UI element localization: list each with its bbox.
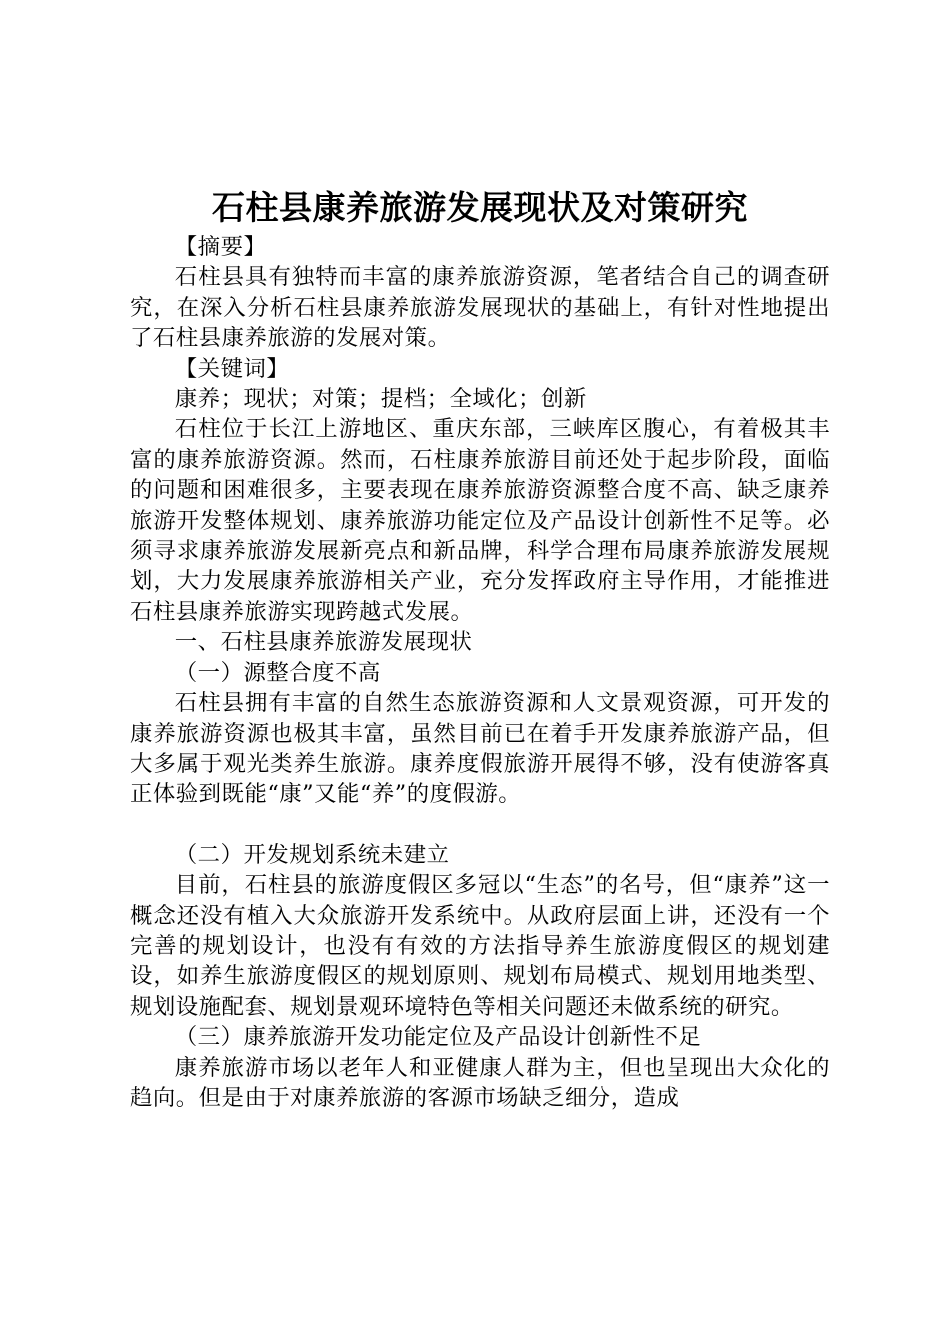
keywords-label: 【关键词】 [174, 355, 290, 382]
subsection-heading-2: （二）开发规划系统未建立 [174, 841, 450, 868]
subsection-paragraph-3: 康养旅游市场以老年人和亚健康人群为主，但也呈现出大众化的趋向。但是由于对康养旅游的客源市场缺乏细分，造成 [130, 1054, 830, 1111]
abstract-text: 石柱县具有独特而丰富的康养旅游资源，笔者结合自己的调查研究，在深入分析石柱县康养旅游发展现状的基础上，有针对性地提出了石柱县康养旅游的发展对策。 [130, 264, 830, 352]
subsection-heading-1: （一）源整合度不高 [174, 659, 381, 686]
keywords-text: 康养；现状；对策；提档；全域化；创新 [174, 386, 587, 413]
abstract-label: 【摘要】 [174, 234, 267, 260]
document-page [130, 186, 830, 1113]
subsection-heading-3: （三）康养旅游开发功能定位及产品设计创新性不足 [174, 1024, 702, 1051]
section-heading-1: 一、石柱县康养旅游发展现状 [174, 629, 473, 656]
intro-paragraph: 石柱位于长江上游地区、重庆东部，三峡库区腹心，有着极其丰富的康养旅游资源。然而，石柱康养旅游目前还处于起步阶段，面临的问题和困难很多，主要表现在康养旅游资源整合度不高、缺乏康养旅游开发整体规划、康养旅游功能定位及产品设计创新性不足等。必须寻求康养旅游发展新亮点和新品牌，科学合理布局康养旅游发展规划，大力发展康养旅游相关产业，充分发挥政府主导作用，才能推进石柱县康养旅游实现跨越式发展。 [130, 416, 830, 625]
paragraph-gap [130, 810, 830, 840]
document-title: 石柱县康养旅游发展现状及对策研究 [212, 188, 748, 227]
subsection-paragraph-1: 石柱县拥有丰富的自然生态旅游资源和人文景观资源，可开发的康养旅游资源也极其丰富，虽然目前已在着手开发康养旅游产品，但大多属于观光类养生旅游。康养度假旅游开展得不够，没有使游客真正体验到既能“康”又能“养”的度假游。 [130, 690, 830, 808]
subsection-paragraph-2: 目前，石柱县的旅游度假区多冠以“生态”的名号，但“康养”这一概念还没有植入大众旅游开发系统中。从政府层面上讲，还没有一个完善的规划设计，也没有有效的方法指导养生旅游度假区的规划建设，如养生旅游度假区的规划原则、规划布局模式、规划用地类型、规划设施配套、规划景观环境特色等相关问题还未做系统的研究。 [130, 872, 830, 1020]
